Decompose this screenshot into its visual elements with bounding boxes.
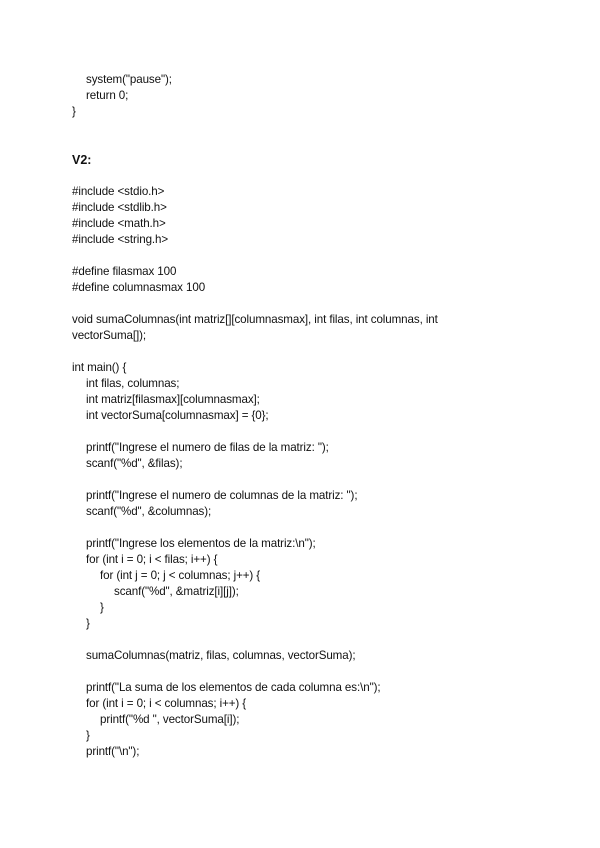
code-line-for-j-columnas: for (int j = 0; j < columnas; j++) {	[100, 569, 261, 582]
code-line-for-i-columnas: for (int i = 0; i < columnas; i++) {	[86, 697, 247, 710]
code-line-declare-vector: int vectorSuma[columnasmax] = {0};	[86, 409, 269, 422]
code-line-main-start: int main() {	[72, 361, 127, 374]
include-string: #include <string.h>	[72, 233, 169, 246]
define-filasmax: #define filasmax 100	[72, 265, 177, 278]
section-heading: V2:	[72, 153, 92, 167]
prototype-line-2: vectorSuma[]);	[72, 329, 146, 342]
code-line-printf-suma: printf("La suma de los elementos de cada columna es:\n");	[86, 681, 381, 694]
include-stdio: #include <stdio.h>	[72, 185, 165, 198]
include-math: #include <math.h>	[72, 217, 166, 230]
code-line-printf-vector: printf("%d ", vectorSuma[i]);	[100, 713, 240, 726]
prototype-line-1: void sumaColumnas(int matriz[][columnasmax], int filas, int columnas, int	[72, 313, 438, 326]
code-line-return: return 0;	[86, 89, 129, 102]
code-line-close-inner-for: }	[100, 601, 104, 614]
code-line-scanf-columnas: scanf("%d", &columnas);	[86, 505, 212, 518]
code-line-close-brace: }	[72, 105, 76, 118]
code-line-printf-newline: printf("\n");	[86, 745, 140, 758]
code-line-scanf-matriz: scanf("%d", &matriz[i][j]);	[114, 585, 239, 598]
code-line-for-i-filas: for (int i = 0; i < filas; i++) {	[86, 553, 218, 566]
code-line-declare-matriz: int matriz[filasmax][columnasmax];	[86, 393, 260, 406]
code-line-declare-filas: int filas, columnas;	[86, 377, 180, 390]
code-line-printf-elementos: printf("Ingrese los elementos de la matriz:\n");	[86, 537, 316, 550]
code-line-printf-filas: printf("Ingrese el numero de filas de la matriz: ");	[86, 441, 329, 454]
define-columnasmax: #define columnasmax 100	[72, 281, 206, 294]
code-line-call-sumacolumnas: sumaColumnas(matriz, filas, columnas, vectorSuma);	[86, 649, 356, 662]
code-line-close-outer-for: }	[86, 617, 90, 630]
include-stdlib: #include <stdlib.h>	[72, 201, 167, 214]
code-line-system-pause: system("pause");	[86, 73, 172, 86]
code-line-printf-columnas: printf("Ingrese el numero de columnas de la matriz: ");	[86, 489, 358, 502]
code-line-close-for: }	[86, 729, 90, 742]
code-line-scanf-filas: scanf("%d", &filas);	[86, 457, 183, 470]
